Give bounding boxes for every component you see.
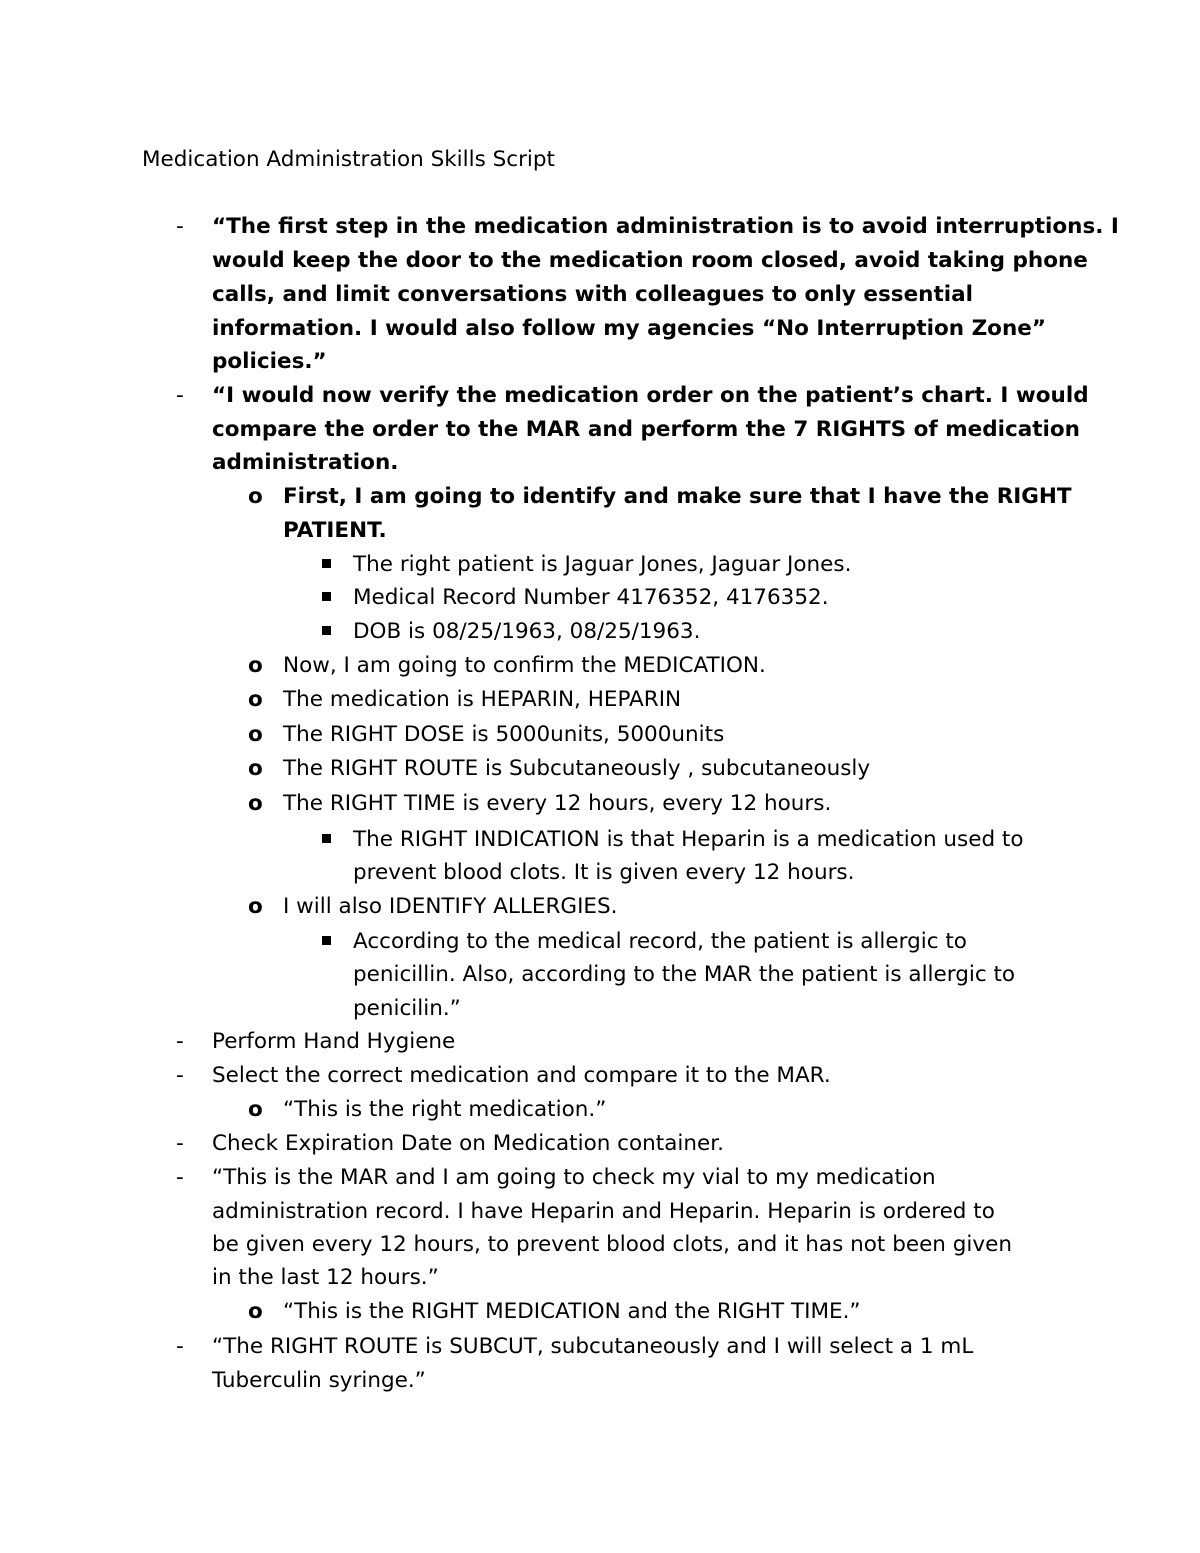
text-line: The medication is HEPARIN, HEPARIN (283, 687, 682, 712)
text-line: penicillin. Also, according to the MAR the patient is allergic to (353, 962, 1016, 987)
dash-bullet: - (176, 1334, 184, 1359)
circle-bullet: o (248, 756, 263, 781)
text-line: DOB is 08/25/1963, 08/25/1963. (353, 619, 701, 644)
text-line: “This is the MAR and I am going to check my vial to my medication (212, 1165, 936, 1190)
text-line: be given every 12 hours, to prevent blood clots, and it has not been given (212, 1232, 1012, 1257)
text-line: The RIGHT TIME is every 12 hours, every 12 hours. (283, 791, 832, 816)
text-line: Select the correct medication and compare it to the MAR. (212, 1063, 831, 1088)
text-line: “The first step in the medication administration is to avoid interruptions. I (212, 214, 1119, 239)
square-bullet-icon (322, 936, 331, 945)
square-bullet-icon (322, 592, 331, 601)
text-line: in the last 12 hours.” (212, 1265, 439, 1290)
circle-bullet: o (248, 722, 263, 747)
dash-bullet: - (176, 214, 184, 239)
circle-bullet: o (248, 791, 263, 816)
text-line: Tuberculin syringe.” (212, 1368, 426, 1393)
circle-bullet: o (248, 1097, 263, 1122)
text-line: The right patient is Jaguar Jones, Jaguar Jones. (353, 552, 852, 577)
dash-bullet: - (176, 1029, 184, 1054)
text-line: “I would now verify the medication order on the patient’s chart. I would (212, 383, 1089, 408)
text-line: administration record. I have Heparin and Heparin. Heparin is ordered to (212, 1199, 995, 1224)
text-line: “The RIGHT ROUTE is SUBCUT, subcutaneously and I will select a 1 mL (212, 1334, 974, 1359)
text-line: The RIGHT INDICATION is that Heparin is a medication used to (353, 827, 1024, 852)
text-line: PATIENT. (283, 518, 387, 543)
text-line: policies.” (212, 349, 327, 374)
text-line: “This is the right medication.” (283, 1097, 607, 1122)
text-line: penicilin.” (353, 996, 461, 1021)
text-line: Now, I am going to confirm the MEDICATION. (283, 653, 766, 678)
text-line: Perform Hand Hygiene (212, 1029, 456, 1054)
square-bullet-icon (322, 626, 331, 635)
circle-bullet: o (248, 894, 263, 919)
square-bullet-icon (322, 559, 331, 568)
text-line: Medical Record Number 4176352, 4176352. (353, 585, 829, 610)
dash-bullet: - (176, 1165, 184, 1190)
document-title: Medication Administration Skills Script (142, 147, 555, 172)
text-line: prevent blood clots. It is given every 12 hours. (353, 860, 855, 885)
text-line: The RIGHT DOSE is 5000units, 5000units (283, 722, 725, 747)
dash-bullet: - (176, 383, 184, 408)
text-line: The RIGHT ROUTE is Subcutaneously , subcutaneously (283, 756, 871, 781)
text-line: First, I am going to identify and make sure that I have the RIGHT (283, 484, 1072, 509)
circle-bullet: o (248, 1299, 263, 1324)
dash-bullet: - (176, 1063, 184, 1088)
dash-bullet: - (176, 1131, 184, 1156)
text-line: would keep the door to the medication room closed, avoid taking phone (212, 248, 1088, 273)
text-line: Check Expiration Date on Medication container. (212, 1131, 724, 1156)
text-line: According to the medical record, the patient is allergic to (353, 929, 967, 954)
text-line: I will also IDENTIFY ALLERGIES. (283, 894, 618, 919)
text-line: administration. (212, 450, 399, 475)
text-line: compare the order to the MAR and perform the 7 RIGHTS of medication (212, 417, 1080, 442)
text-line: “This is the RIGHT MEDICATION and the RIGHT TIME.” (283, 1299, 861, 1324)
circle-bullet: o (248, 653, 263, 678)
circle-bullet: o (248, 687, 263, 712)
text-line: calls, and limit conversations with colleagues to only essential (212, 282, 974, 307)
square-bullet-icon (322, 834, 331, 843)
circle-bullet: o (248, 484, 263, 509)
text-line: information. I would also follow my agencies “No Interruption Zone” (212, 316, 1046, 341)
